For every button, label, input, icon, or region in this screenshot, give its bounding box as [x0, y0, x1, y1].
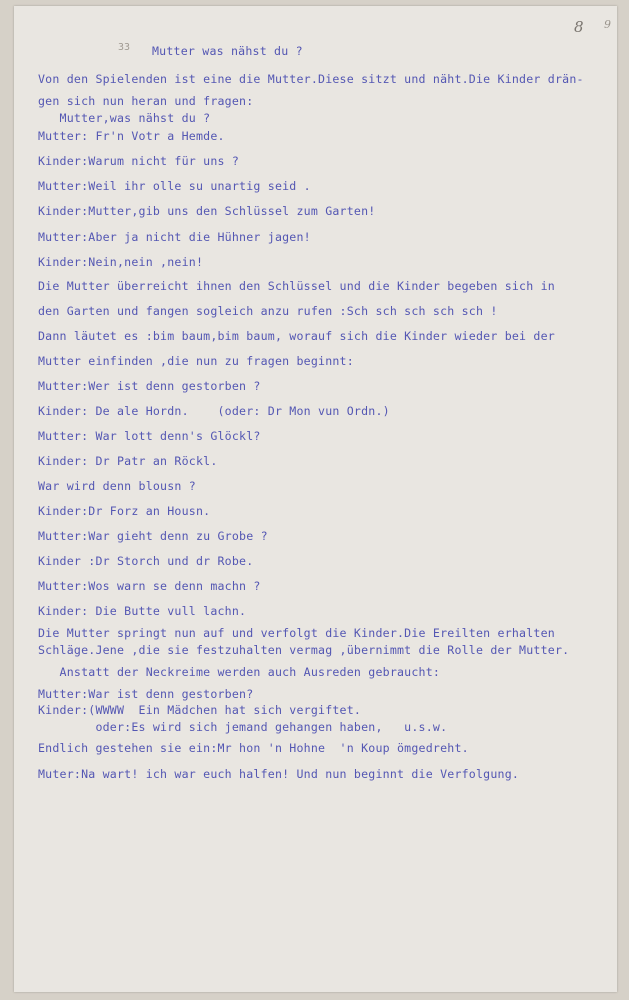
text-line: Die Mutter überreicht ihnen den Schlüssel und die Kinder begeben sich in [38, 279, 555, 293]
text-line: Endlich gestehen sie ein:Mr hon 'n Hohne 'n Koup ömgedreht. [38, 741, 469, 755]
text-line: War wird denn blousn ? [38, 479, 196, 493]
text-line: Dann läutet es :bim baum,bim baum, worauf sich die Kinder wieder bei der [38, 329, 555, 343]
text-line: Mutter,was nähst du ? [38, 111, 211, 125]
text-line: Kinder: De ale Hordn. (oder: Dr Mon vun Ordn.) [38, 404, 390, 418]
text-line: Mutter:Weil ihr olle su unartig seid . [38, 179, 311, 193]
text-line: Anstatt der Neckreime werden auch Ausreden gebraucht: [38, 665, 441, 679]
text-line: oder:Es wird sich jemand gehangen haben, u.s.w. [38, 720, 448, 734]
text-line: Kinder: Die Butte vull lachn. [38, 604, 247, 618]
text-line: Mutter:Wos warn se denn machn ? [38, 579, 261, 593]
text-line: Mutter: War lott denn's Glöckl? [38, 429, 261, 443]
text-line: Mutter:Aber ja nicht die Hühner jagen! [38, 230, 311, 244]
text-line: Schläge.Jene ,die sie festzuhalten vermag ,übernimmt die Rolle der Mutter. [38, 643, 570, 657]
text-line: gen sich nun heran und fragen: [38, 94, 254, 108]
text-line: Mutter einfinden ,die nun zu fragen beginnt: [38, 354, 354, 368]
text-line: den Garten und fangen sogleich anzu rufen :Sch sch sch sch sch ! [38, 304, 498, 318]
text-line: Von den Spielenden ist eine die Mutter.Diese sitzt und näht.Die Kinder drän- [38, 72, 584, 86]
text-line: Mutter: Fr'n Votr a Hemde. [38, 129, 225, 143]
text-line: Kinder :Dr Storch und dr Robe. [38, 554, 254, 568]
text-line: Mutter:War ist denn gestorben? [38, 687, 254, 701]
text-line: Kinder:Mutter,gib uns den Schlüssel zum Garten! [38, 204, 376, 218]
text-line: Mutter:Wer ist denn gestorben ? [38, 379, 261, 393]
text-line: Die Mutter springt nun auf und verfolgt die Kinder.Die Ereilten erhalten [38, 626, 555, 640]
text-line: Mutter:War gieht denn zu Grobe ? [38, 529, 268, 543]
text-line: Kinder:(WWWW Ein Mädchen hat sich vergiftet. [38, 703, 362, 717]
document-title: Mutter was nähst du ? [152, 44, 303, 58]
text-line: Kinder:Nein,nein ,nein! [38, 255, 204, 269]
text-line: Muter:Na wart! ich war euch halfen! Und nun beginnt die Verfolgung. [38, 767, 520, 781]
text-line: Kinder: Dr Patr an Röckl. [38, 454, 218, 468]
page-number-secondary: 9 [604, 18, 611, 31]
text-line: Kinder:Warum nicht für uns ? [38, 154, 240, 168]
page-number: 8 [574, 18, 584, 36]
text-line: Kinder:Dr Forz an Housn. [38, 504, 211, 518]
document-page [14, 6, 617, 992]
margin-mark: 33 [118, 42, 131, 53]
